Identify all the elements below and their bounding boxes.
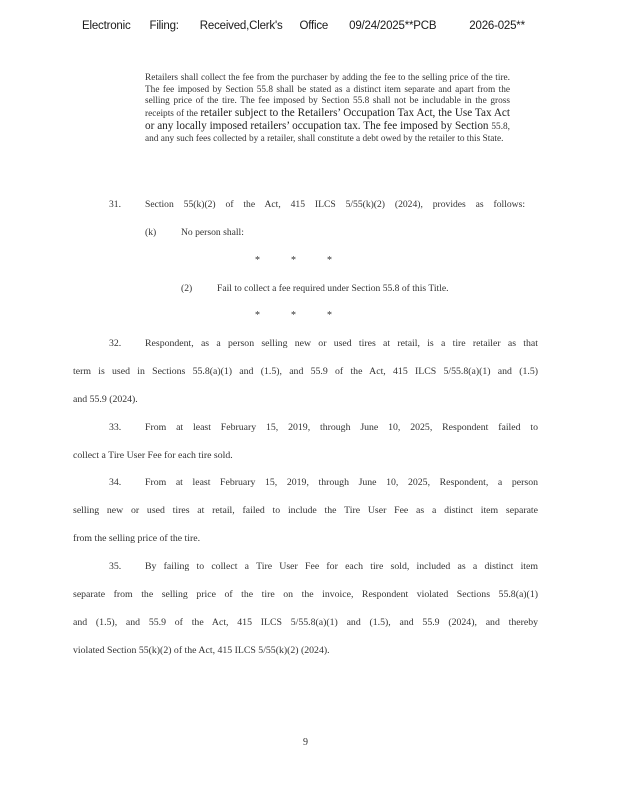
paragraph-line: collect a Tire User Fee for each tire sold.: [73, 450, 233, 461]
quoted-statute-block: [145, 73, 510, 145]
paragraph-line: term is used in Sections 55.8(a)(1) and (1.5), and 55.9 of the Act, 415 ILCS 5/55.8(a)(1) and (1.5): [73, 366, 538, 377]
filing-header: [82, 20, 552, 32]
paragraph-line: From at least February 15, 2019, through June 10, 2025, Respondent, a person: [145, 477, 538, 488]
ellipsis-stars-top: [255, 255, 363, 266]
paragraph-line: By failing to collect a Tire User Fee for each tire sold, included as a distinct item: [145, 561, 538, 572]
paragraph-31-text: Section 55(k)(2) of the Act, 415 ILCS 5/55(k)(2) (2024), provides as follows:: [145, 199, 525, 210]
paragraph-number: 34.: [109, 477, 122, 488]
paragraph-line: from the selling price of the tire.: [73, 533, 201, 544]
paragraph-line: violated Section 55(k)(2) of the Act, 415 ILCS 5/55(k)(2) (2024).: [73, 645, 330, 656]
star: *: [327, 255, 332, 266]
star: *: [327, 310, 332, 321]
subsection-k-text: No person shall:: [181, 227, 244, 238]
paragraph-number: 33.: [109, 422, 122, 433]
ellipsis-stars-bottom: [255, 310, 363, 321]
subsection-k-label: (k): [145, 227, 157, 238]
page-number: 9: [303, 737, 308, 748]
quote-text-part-c: 55.8, and any such fees collected by a retailer, shall constitute a debt owed by the retailer to this State.: [145, 121, 510, 144]
star: *: [255, 255, 260, 266]
header-date: 09/24/2025**PCB: [349, 20, 437, 32]
paragraph-number: 35.: [109, 561, 122, 572]
paragraph-line: selling new or used tires at retail, failed to include the Tire User Fee as a distinct item separate: [73, 505, 538, 516]
paragraph-line: and (1.5), and 55.9 of the Act, 415 ILCS 5/55.8(a)(1) and (1.5), and 55.9 (2024), and thereby: [73, 617, 538, 628]
star: *: [291, 310, 296, 321]
subsection-2-label: (2): [181, 283, 193, 294]
paragraph-31-number: 31.: [109, 199, 121, 210]
header-filing: Filing:: [149, 20, 179, 32]
header-case-number: 2026-025**: [469, 20, 525, 32]
paragraph-line: separate from the selling price of the tire on the invoice, Respondent violated Sections 55.8(a)(1): [73, 589, 538, 600]
quote-text-part-b: retailer subject to the Retailers’ Occupation Tax Act, the Use Tax Act or any locally imposed retailers’ occupation tax. The fee imposed by Section: [145, 107, 510, 132]
header-electronic: Electronic: [82, 20, 131, 32]
header-received: Received,Clerk's: [199, 20, 283, 32]
paragraph-number: 32.: [109, 338, 122, 349]
subsection-2-text: Fail to collect a fee required under Section 55.8 of this Title.: [217, 283, 449, 294]
paragraph-line: From at least February 15, 2019, through June 10, 2025, Respondent failed to: [145, 422, 538, 433]
header-office: Office: [299, 20, 329, 32]
quote-text-part-a: Retailers shall collect the fee from the purchaser by adding the fee to the selling price of the tire. The fee imposed by Section 55.8 shall be stated as a distinct item separate and apart from the selling price of the tire. The fee imposed by Section 55.8 shall not be includable in the gross receipts of the: [145, 73, 510, 120]
paragraph-line: and 55.9 (2024).: [73, 394, 138, 405]
star: *: [291, 255, 296, 266]
paragraph-line: Respondent, as a person selling new or used tires at retail, is a tire retailer as that: [145, 338, 538, 349]
star: *: [255, 310, 260, 321]
